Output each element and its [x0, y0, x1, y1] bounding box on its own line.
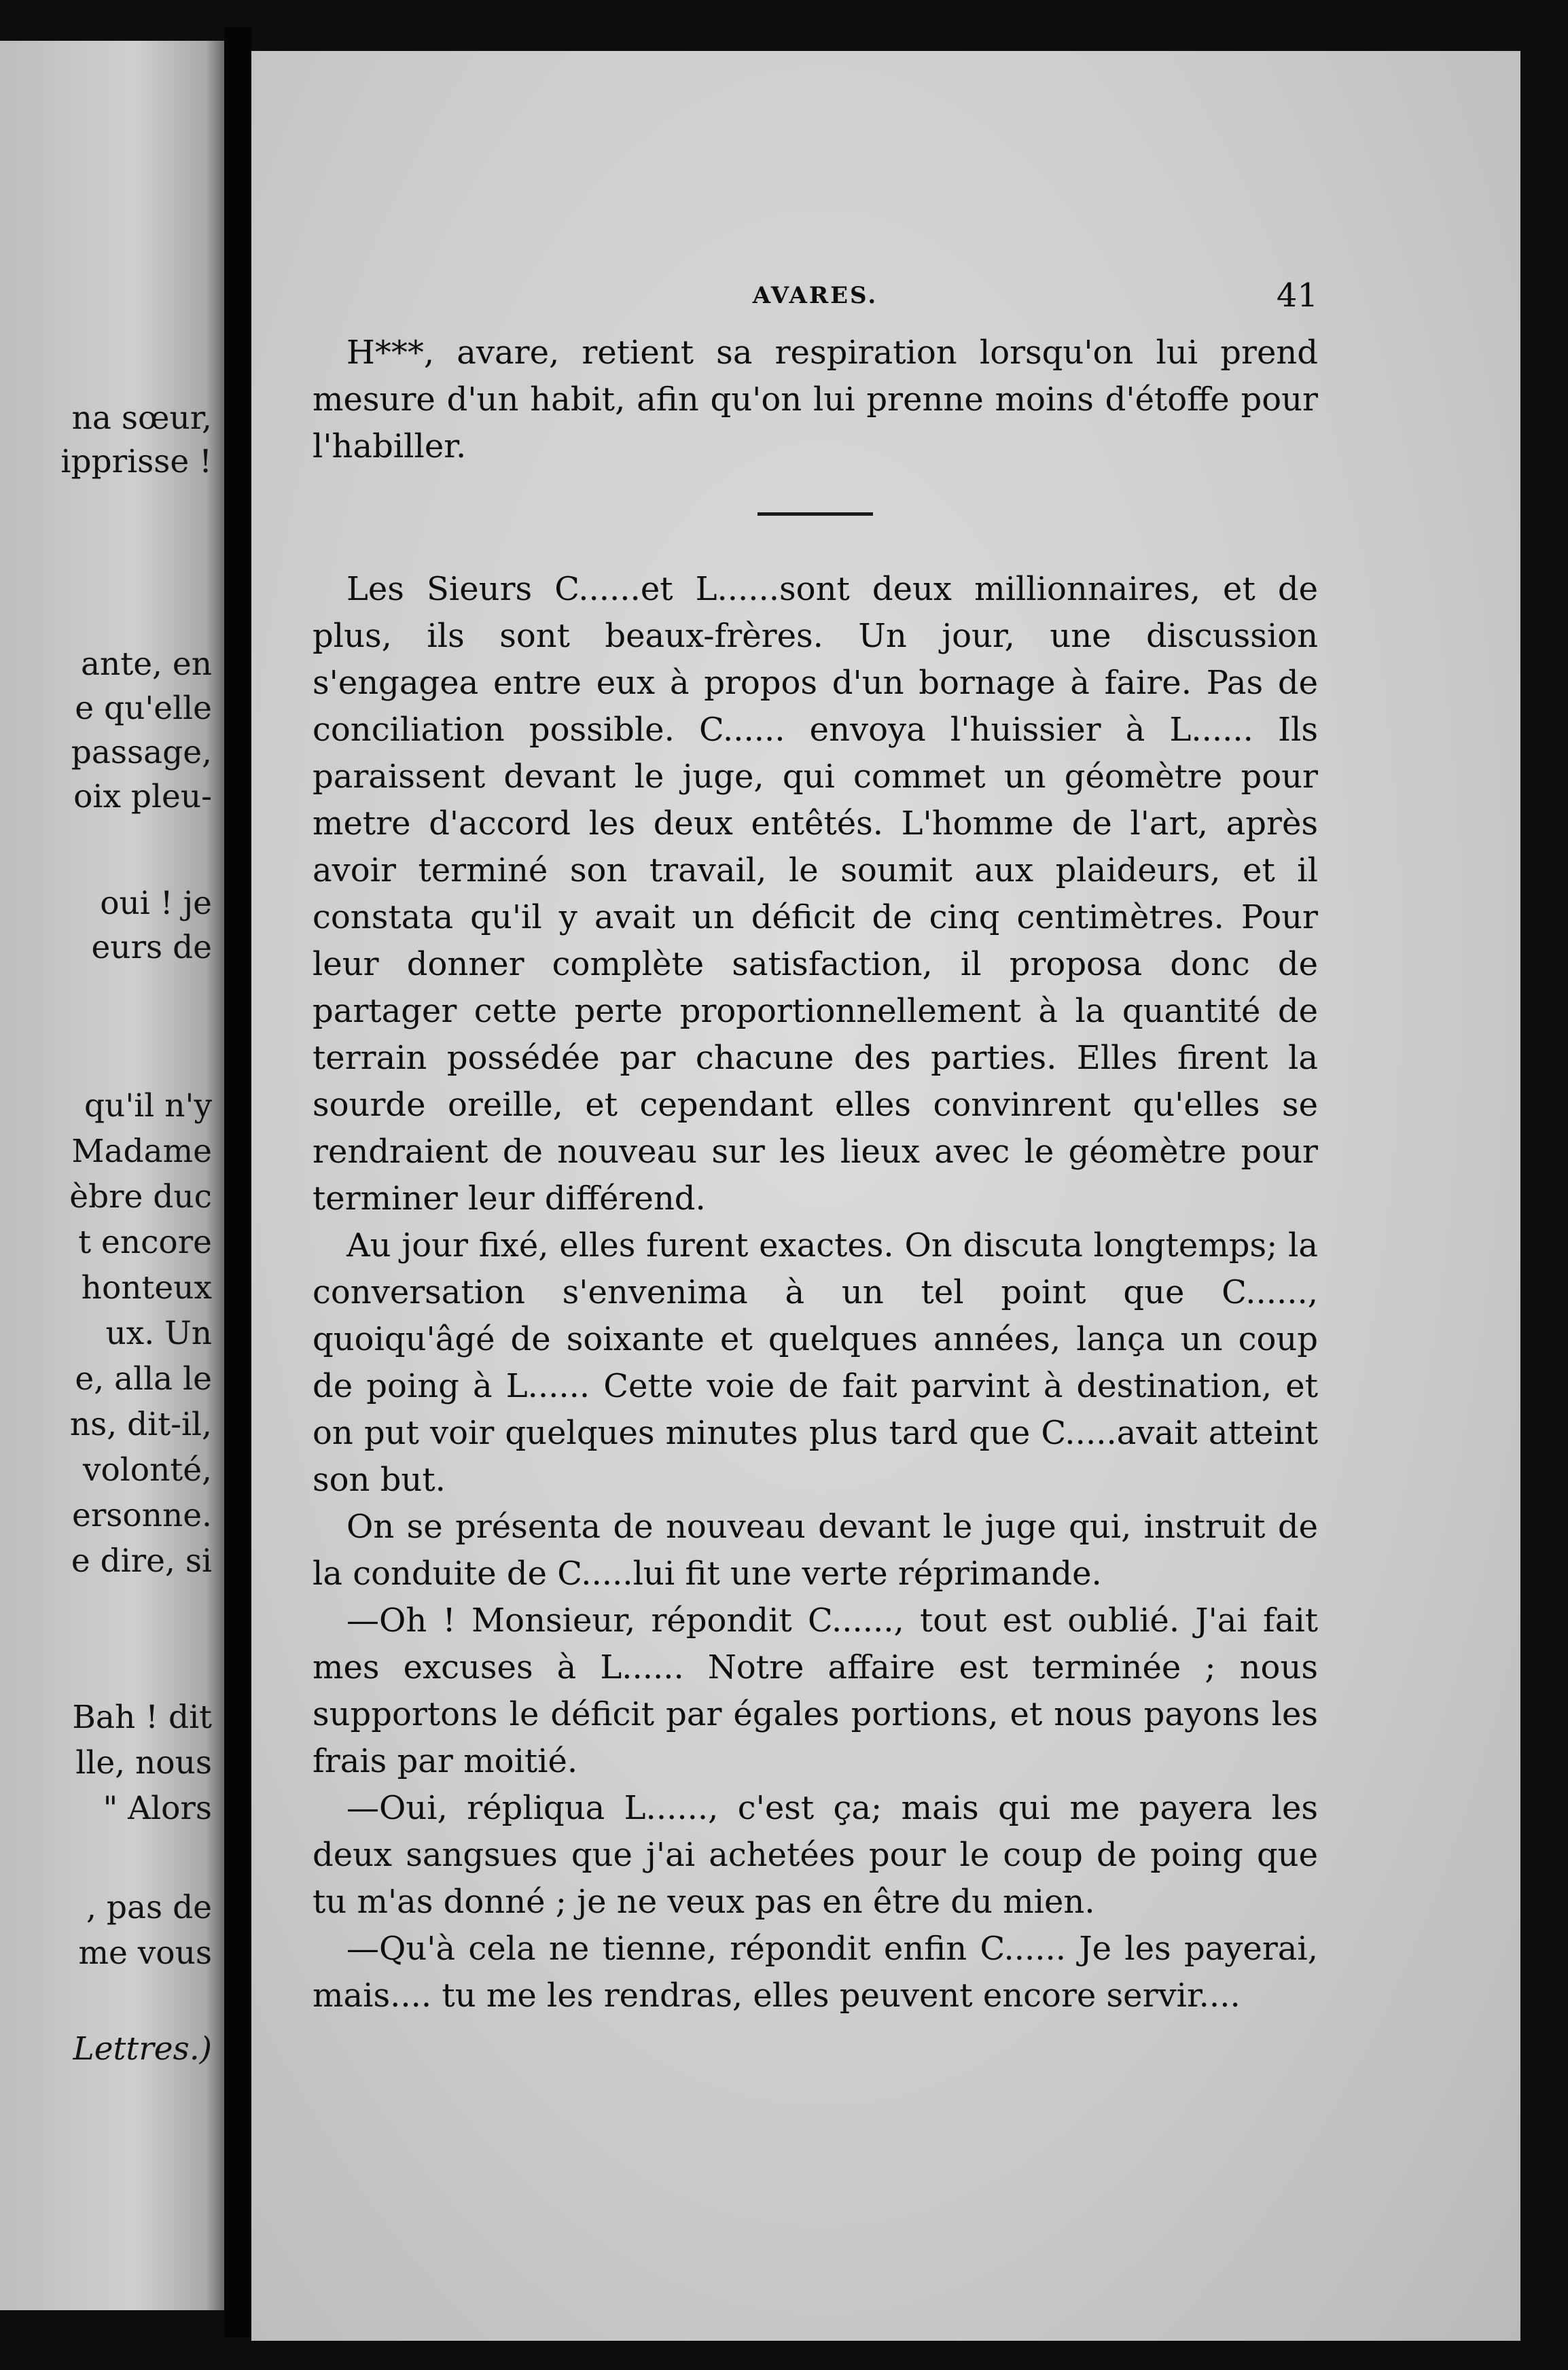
left-page-line: èbre duc — [69, 1178, 212, 1216]
left-page-line: ante, en — [81, 645, 212, 683]
book-gutter — [224, 27, 251, 2337]
left-page-line: oui ! je — [100, 885, 212, 922]
paragraph: Au jour fixé, elles furent exactes. On discuta longtemps; la conversation s'envenima à un tel point que C......, quoiqu'âgé de soixante et quelques années, lança un coup de poing à L...... Cette voie de fait parvint à destination, et on put voir quelques minutes plus tard que C.....avait atteint son but. — [313, 1226, 1318, 1499]
page-number: 41 — [1276, 277, 1318, 315]
left-page-line: Lettres.) — [73, 2030, 212, 2068]
left-page-line: lle, nous — [75, 1744, 212, 1782]
paragraph: Les Sieurs C......et L......sont deux millionnaires, et de plus, ils sont beaux-frères. Un jour, une discussion s'engagea entre eux à propos d'un bornage à faire. Pas de conciliation possible. C...... envoya l'huissier à L...... Ils paraissent devant le juge, qui commet un géomètre pour metre d'accord les deux entêtés. L'homme de l'art, après avoir terminé son travail, le soumit aux plaideurs, et il constata qu'il y avait un déficit de cinq centimètres. Pour leur donner complète satisfaction, il proposa donc de partager cette perte proportionnellement à la quantité de terrain possédée par chacune des parties. Elles firent la sourde oreille, et cependant elles convinrent qu'elles se rendraient de nouveau sur les lieux avec le géomètre pour terminer leur différend. — [313, 570, 1318, 1218]
left-page-line: , pas de — [86, 1889, 212, 1926]
left-page-line: Madame — [71, 1133, 212, 1170]
left-page-line: volonté, — [82, 1451, 212, 1489]
paragraph: On se présenta de nouveau devant le juge qui, instruit de la conduite de C.....lui fit une verte réprimande. — [313, 1508, 1318, 1593]
left-page-line: na sœur, — [71, 400, 212, 437]
left-page-line: e qu'elle — [75, 690, 212, 727]
left-page-line: ersonne. — [72, 1497, 212, 1534]
left-page-line: e, alla le — [75, 1360, 212, 1398]
paragraph: H***, avare, retient sa respiration lorsqu'on lui prend mesure d'un habit, afin qu'on lui prenne moins d'étoffe pour l'habiller. — [313, 334, 1318, 465]
left-page-line: Bah ! dit — [72, 1699, 212, 1736]
running-head — [313, 277, 1318, 330]
dialogue-paragraph: —Oh ! Monsieur, répondit C......, tout est oublié. J'ai fait mes excuses à L...... Notre affaire est terminée ; nous supportons le déficit par égales portions, et nous payons les frais par moitié. — [313, 1602, 1318, 1780]
left-page-line: eurs de — [91, 929, 212, 966]
left-page-line: qu'il n'y — [84, 1087, 212, 1125]
left-page-line: oix pleu- — [73, 778, 212, 815]
page-41 — [251, 51, 1520, 2341]
facing-page-fragment — [0, 41, 224, 2310]
dialogue-paragraph: —Oui, répliqua L......, c'est ça; mais qui me payera les deux sangsues que j'ai achetées pour le coup de poing que tu m'as donné ; je ne veux pas en être du mien. — [313, 1789, 1318, 1921]
left-page-line: ns, dit-il, — [69, 1406, 212, 1443]
left-page-line: e dire, si — [71, 1542, 212, 1580]
dialogue-paragraph: —Qu'à cela ne tienne, répondit enfin C...... Je les payerai, mais.... tu me les rendras, elles peuvent encore servir.... — [313, 1930, 1318, 2015]
left-page-line: me vous — [78, 1934, 212, 1972]
left-page-line: passage, — [71, 734, 212, 771]
running-title: AVARES. — [752, 282, 878, 309]
left-page-line: honteux — [81, 1269, 212, 1307]
page-text-block — [313, 277, 1318, 2019]
section-divider — [758, 512, 873, 516]
left-page-line: " Alors — [103, 1790, 212, 1827]
left-page-line: ipprisse ! — [60, 443, 212, 480]
left-page-line: t encore — [78, 1224, 212, 1261]
left-page-line: ux. Un — [105, 1315, 212, 1352]
